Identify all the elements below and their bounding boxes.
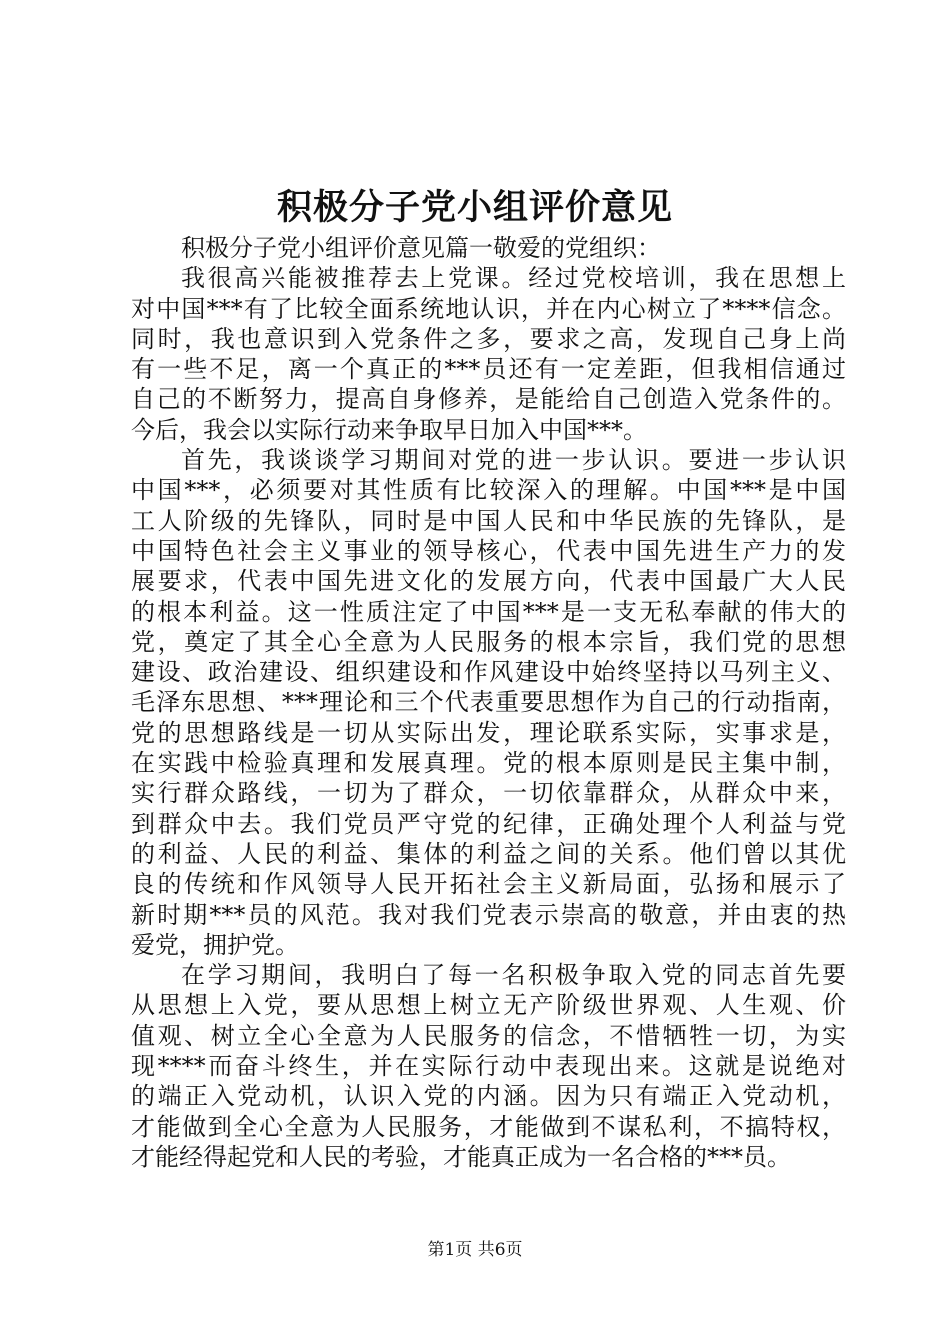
page-footer: 第1页 共6页 <box>427 1240 523 1260</box>
text-line: 到群众中去。我们党员严守党的纪律，正确处理个人利益与党 <box>131 809 846 838</box>
text-line: 才能做到全心全意为人民服务，才能做到不谋私利，不搞特权， <box>131 1112 846 1141</box>
text-line: 中国特色社会主义事业的领导核心，代表中国先进生产力的发 <box>131 536 846 565</box>
text-line: 积极分子党小组评价意见篇一敬爱的党组织： <box>181 234 661 262</box>
paragraph <box>131 445 846 960</box>
text-line: 良的传统和作风领导人民开拓社会主义新局面，弘扬和展示了 <box>131 870 846 899</box>
text-line: 建设、政治建设、组织建设和作风建设中始终坚持以马列主义、 <box>131 658 846 687</box>
text-line: 今后，我会以实际行动来争取早日加入中国***。 <box>131 415 647 444</box>
text-line: 实行群众路线，一切为了群众，一切依靠群众，从群众中来， <box>131 779 846 808</box>
text-line: 的端正入党动机，认识入党的内涵。因为只有端正入党动机， <box>131 1082 846 1111</box>
paragraph <box>131 263 846 445</box>
paragraph <box>131 233 846 263</box>
text-line: 的利益、人民的利益、集体的利益之间的关系。他们曾以其优 <box>131 839 846 868</box>
document-body <box>131 233 846 1172</box>
text-line: 在学习期间，我明白了每一名积极争取入党的同志首先要 <box>181 961 846 990</box>
text-line: 爱党，拥护党。 <box>131 930 299 959</box>
text-line: 毛泽东思想、***理论和三个代表重要思想作为自己的行动指南， <box>131 688 846 717</box>
text-line: 中国***，必须要对其性质有比较深入的理解。中国***是中国 <box>131 476 846 505</box>
text-line: 的根本利益。这一性质注定了中国***是一支无私奉献的伟大的 <box>131 597 846 626</box>
paragraph <box>131 960 846 1172</box>
text-line: 展要求，代表中国先进文化的发展方向，代表中国最广大人民 <box>131 567 846 596</box>
text-line: 党，奠定了其全心全意为人民服务的根本宗旨，我们党的思想 <box>131 627 846 656</box>
text-line: 现****而奋斗终生，并在实际行动中表现出来。这就是说绝对 <box>131 1052 846 1081</box>
text-line: 有一些不足，离一个真正的***员还有一定差距，但我相信通过 <box>131 355 846 384</box>
text-line: 工人阶级的先锋队，同时是中国人民和中华民族的先锋队，是 <box>131 506 846 535</box>
text-line: 自己的不断努力，提高自身修养，是能给自己创造入党条件的。 <box>131 385 846 414</box>
text-line: 党的思想路线是一切从实际出发，理论联系实际，实事求是， <box>131 718 846 747</box>
text-line: 新时期***员的风范。我对我们党表示崇高的敬意，并由衷的热 <box>131 900 846 929</box>
text-line: 首先，我谈谈学习期间对党的进一步认识。要进一步认识 <box>181 446 846 475</box>
text-line: 值观、树立全心全意为人民服务的信念，不惜牺牲一切，为实 <box>131 1021 846 1050</box>
document-title: 积极分子党小组评价意见 <box>276 187 673 228</box>
text-line: 我很高兴能被推荐去上党课。经过党校培训，我在思想上 <box>181 264 846 293</box>
text-line: 同时，我也意识到入党条件之多，要求之高，发现自己身上尚 <box>131 324 846 353</box>
text-line: 在实践中检验真理和发展真理。党的根本原则是民主集中制， <box>131 749 846 778</box>
text-line: 才能经得起党和人民的考验，才能真正成为一名合格的***员。 <box>131 1142 791 1171</box>
text-line: 从思想上入党，要从思想上树立无产阶级世界观、人生观、价 <box>131 991 846 1020</box>
text-line: 对中国***有了比较全面系统地认识，并在内心树立了****信念。 <box>131 294 846 323</box>
